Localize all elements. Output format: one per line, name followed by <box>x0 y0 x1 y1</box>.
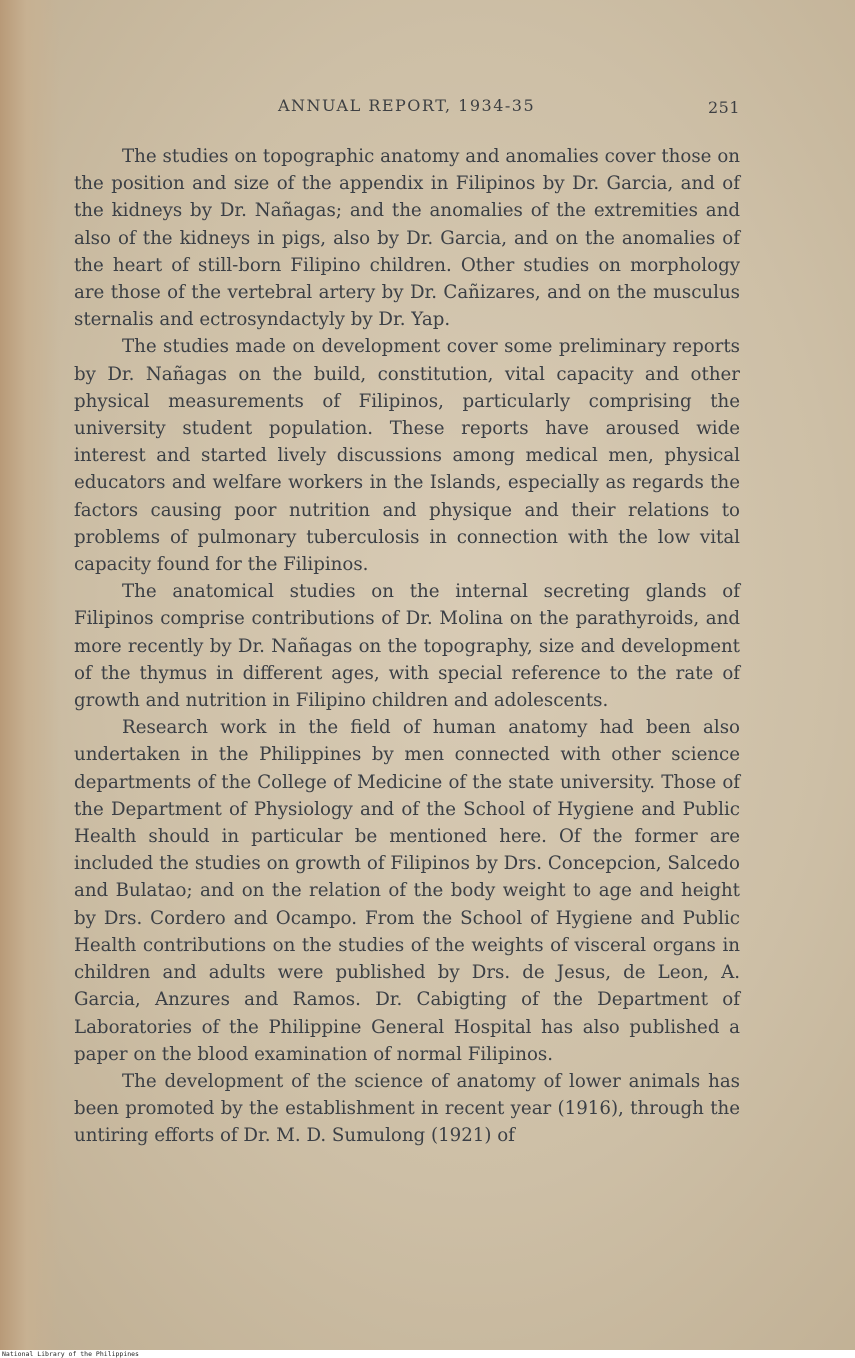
running-header <box>0 96 855 120</box>
paragraph-development-studies: The studies made on development cover some preliminary reports by Dr. Nañagas on the build, constitution, vital capacity and other physical measurements of Filipinos, particularly comprising the university student population. These reports have aroused wide interest and started lively discussions among medical men, physical educators and welfare workers in the Islands, especially as regards the factors causing poor nutrition and physique and their relations to problems of pulmonary tuberculosis in connection with the low vital capacity found for the Filipinos. <box>74 336 740 576</box>
body-text <box>74 143 740 1150</box>
page-number: 251 <box>708 98 741 117</box>
paragraph-topographic-anatomy: The studies on topographic anatomy and anomalies cover those on the position and size of the appendix in Filipinos by Dr. Garcia, and of the kidneys by Dr. Nañagas; and the anomalies of the extremities and also of the kidneys in pigs, also by Dr. Garcia, and on the anomalies of the heart of still-born Filipino children. Other studies on morphology are those of the vertebral artery by Dr. Cañizares, and on the musculus sternalis and ectrosyndactyly by Dr. Yap. <box>74 146 740 331</box>
paragraph-internal-secreting-glands: The anatomical studies on the internal secreting glands of Filipinos comprise contributions of Dr. Molina on the parathyroids, and more recently by Dr. Nañagas on the topography, size and development of the thymus in different ages, with special reference to the rate of growth and nutrition in Filipino children and adolescents. <box>74 581 740 712</box>
library-credit: National Library of the Philippines <box>0 1350 855 1358</box>
paragraph-research-work: Research work in the field of human anatomy had been also undertaken in the Philippines by men connected with other science departments of the College of Medicine of the state university. Those of the Department of Physiology and of the School of Hygiene and Public Health should in particular be mentioned here. Of the former are included the studies on growth of Filipinos by Drs. Concepcion, Salcedo and Bulatao; and on the relation of the body weight to age and height by Drs. Cordero and Ocampo. From the School of Hygiene and Public Health contributions on the studies of the weights of visceral organs in children and adults were published by Drs. de Jesus, de Leon, A. Garcia, Anzures and Ramos. Dr. Cabigting of the Department of Laboratories of the Philippine General Hospital has also published a paper on the blood examination of normal Filipinos. <box>74 717 740 1065</box>
header-title: ANNUAL REPORT, 1934-35 <box>278 96 536 115</box>
paragraph-lower-animals: The development of the science of anatomy of lower animals has been promoted by the establishment in recent year (1916), through the untiring efforts of Dr. M. D. Sumulong (1921) of <box>74 1070 740 1147</box>
